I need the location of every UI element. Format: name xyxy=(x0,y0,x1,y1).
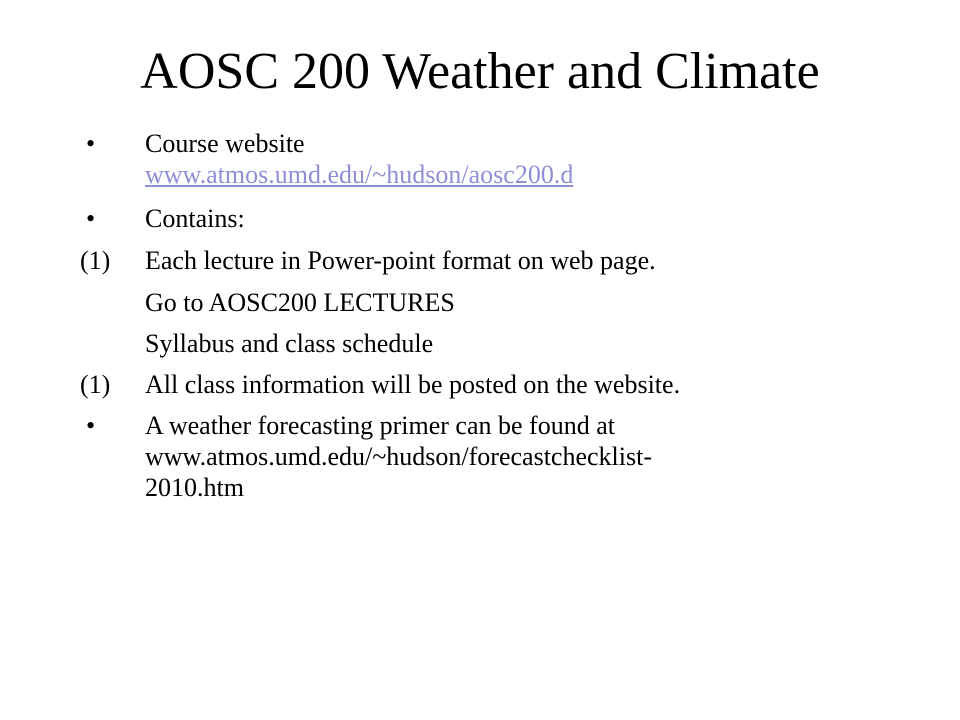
info-text: All class information will be posted on the website. xyxy=(145,370,681,399)
numbered-item-info xyxy=(0,369,845,400)
slide-body xyxy=(0,128,960,503)
numbered-item-lecture xyxy=(0,245,845,276)
bullet-contains xyxy=(0,203,845,234)
course-website-label: Course website xyxy=(145,129,305,158)
bullet-course-website xyxy=(0,128,845,190)
contains-label: Contains: xyxy=(145,204,245,233)
number-marker: (1) xyxy=(80,246,111,275)
lecture-text: Each lecture in Power-point format on web page. xyxy=(145,246,656,275)
number-marker: (1) xyxy=(80,370,111,399)
syllabus-text: Syllabus and class schedule xyxy=(145,329,434,358)
bullet-marker: • xyxy=(86,411,96,440)
primer-line-2: www.atmos.umd.edu/~hudson/forecastchecklist- xyxy=(145,442,652,471)
sub-line-syllabus xyxy=(0,328,845,359)
goto-text: Go to AOSC200 LECTURES xyxy=(145,288,455,317)
primer-line-3: 2010.htm xyxy=(145,473,244,502)
course-website-link[interactable]: www.atmos.umd.edu/~hudson/aosc200.d xyxy=(145,160,574,189)
bullet-marker: • xyxy=(86,204,96,233)
bullet-primer xyxy=(0,410,845,503)
bullet-marker: • xyxy=(86,129,96,158)
sub-line-goto xyxy=(0,287,845,318)
slide-title: AOSC 200 Weather and Climate xyxy=(140,43,820,100)
primer-line-1: A weather forecasting primer can be found at xyxy=(145,411,615,440)
